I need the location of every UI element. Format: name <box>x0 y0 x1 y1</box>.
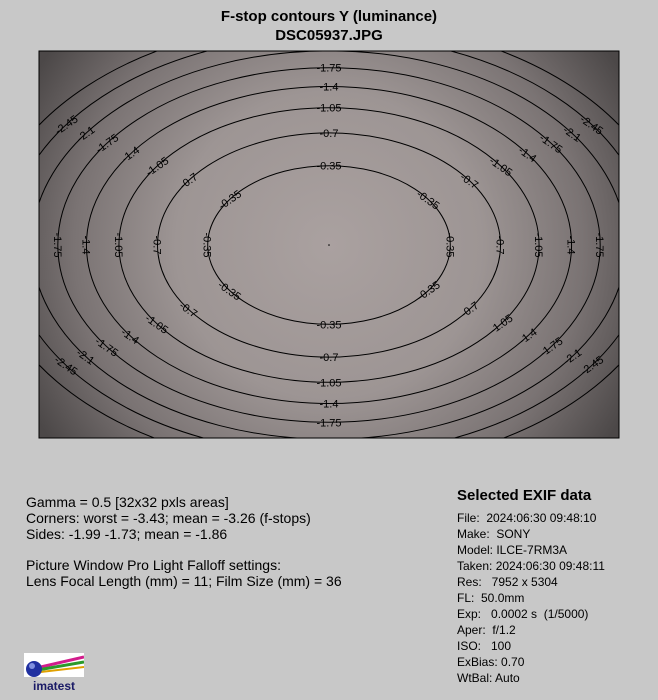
contour-label: -2.45 <box>577 113 605 138</box>
contour-label: -0.35 <box>216 188 244 213</box>
exif-row: Make: SONY <box>457 527 531 541</box>
contour-label: -2.1 <box>561 346 585 368</box>
contour-label: -1.75 <box>316 62 342 75</box>
contour-label: -0.35 <box>414 188 442 213</box>
contour-label: -0.35 <box>316 160 342 173</box>
contour-label: -0.7 <box>150 235 163 255</box>
exif-row: Taken: 2024:06:30 09:48:11 <box>457 559 605 573</box>
contour-label: -1.4 <box>517 326 540 348</box>
contour-label: -0.35 <box>443 232 456 258</box>
title-line-1: F-stop contours Y (luminance) <box>220 8 438 25</box>
contour-label: -1.4 <box>79 235 92 255</box>
contour-label: -1.4 <box>319 398 339 411</box>
contour-label: -2.1 <box>73 346 97 368</box>
contour-label: -1.05 <box>487 312 516 337</box>
contour-label: -2.45 <box>578 354 607 379</box>
contour-label: -1.05 <box>111 232 124 258</box>
exif-title: Selected EXIF data <box>457 487 592 504</box>
contour-label: -1.75 <box>93 132 122 157</box>
contour-label: -0.7 <box>177 171 201 192</box>
exif-row: File: 2024:06:30 09:48:10 <box>457 511 597 525</box>
contour-label: -0.7 <box>319 127 339 140</box>
contour-label: -0.7 <box>457 171 481 192</box>
logo-graphic <box>24 653 84 681</box>
exif-row: ISO: 100 <box>457 639 512 653</box>
contour-label: -0.35 <box>415 279 443 304</box>
settings-text: Lens Focal Length (mm) = 11; Film Size (mm) = 36 <box>26 573 342 589</box>
contour-label: -1.75 <box>316 417 342 430</box>
exif-row: Res: 7952 x 5304 <box>457 575 558 589</box>
title-line-2: DSC05937.JPG <box>275 27 383 44</box>
contour-label: -1.75 <box>593 232 606 258</box>
contour-label: -2.45 <box>53 113 81 138</box>
contour-label: -1.4 <box>319 81 339 94</box>
contour-label: -1.05 <box>532 232 545 258</box>
contour-label: -1.4 <box>564 235 577 255</box>
contour-label: -1.75 <box>538 335 566 360</box>
logo-text: imatest <box>32 679 76 693</box>
contour-label: -0.7 <box>458 299 482 321</box>
contour-label: -2.1 <box>560 124 583 145</box>
corners-text: Corners: worst = -3.43; mean = -3.26 (f-stops) <box>26 510 311 526</box>
exif-row: ExBias: 0.70 <box>457 655 525 669</box>
exif-panel <box>457 488 605 686</box>
exif-row: WtBal: Auto <box>457 671 520 685</box>
exif-row: Model: ILCE-7RM3A <box>457 543 568 557</box>
contour-label: -1.05 <box>486 154 515 180</box>
exif-row: FL: 50.0mm <box>457 591 525 605</box>
contour-label: -1.05 <box>316 102 342 115</box>
contour-label: -0.7 <box>176 299 200 321</box>
contour-label: -0.7 <box>493 235 506 255</box>
sides-text: Sides: -1.99 -1.73; mean = -1.86 <box>26 526 228 542</box>
contour-label: -1.05 <box>142 312 171 337</box>
exif-row: Aper: f/1.2 <box>457 623 516 637</box>
contour-label: -0.35 <box>200 232 213 258</box>
gamma-text: Gamma = 0.5 [32x32 pxls areas] <box>26 494 229 510</box>
contour-label: -1.75 <box>536 132 565 157</box>
contour-label: -0.7 <box>319 352 339 365</box>
contour-label: -1.4 <box>118 326 141 348</box>
center-marker <box>328 244 330 246</box>
contour-label: -1.75 <box>50 232 63 258</box>
imatest-logo <box>24 653 84 693</box>
contour-label: -1.75 <box>92 335 120 360</box>
stats-block <box>26 494 342 589</box>
exif-row: Exp: 0.0002 s (1/5000) <box>457 607 589 621</box>
contour-label: -0.35 <box>316 319 342 332</box>
contour-label: -2.45 <box>51 354 80 379</box>
contour-label: -1.05 <box>143 154 172 180</box>
settings-title: Picture Window Pro Light Falloff settings: <box>26 557 281 573</box>
contour-label: -1.4 <box>515 144 539 166</box>
contour-label: -2.1 <box>75 124 98 145</box>
contour-label: -0.35 <box>215 279 243 304</box>
contour-label: -1.4 <box>119 144 143 166</box>
contour-label: -1.05 <box>316 377 342 390</box>
